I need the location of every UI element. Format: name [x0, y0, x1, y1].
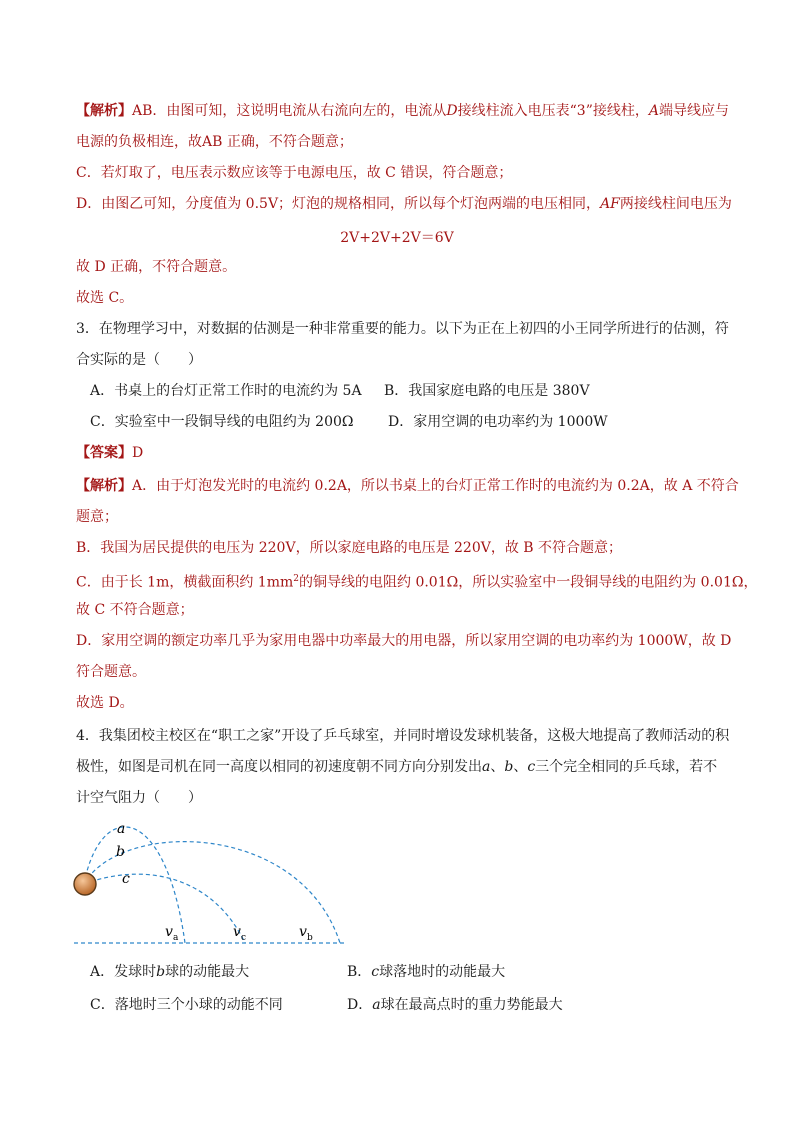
velocity-va: v	[165, 924, 173, 940]
q3-option-b: B．我国家庭电路的电压是 380V	[384, 383, 590, 399]
velocity-vb-sub: b	[307, 933, 313, 943]
label-c: c	[122, 871, 130, 887]
q4-stem-2: 极性，如图是司机在同一高度以相同的初速度朝不同方向分别发出a、b、c三个完全相同的乒乓球，若不	[76, 759, 718, 775]
q3-analysis-6: D．家用空调的额定功率几乎为家用电器中功率最大的用电器，所以家用空调的电功率约为 1000W，故 D	[76, 633, 732, 649]
analysis-line-6: 故选 C。	[76, 290, 134, 306]
q4-option-d: D．a球在最高点时的重力势能最大	[347, 997, 563, 1013]
q3-option-a: A．书桌上的台灯正常工作时的电流约为 5A	[90, 383, 362, 399]
analysis-line-4: D．由图乙可知，分度值为 0.5V；灯泡的规格相同，所以每个灯泡两端的电压相同，AF两接线柱间电压为	[76, 196, 732, 212]
q3-analysis-2: 题意；	[76, 509, 118, 525]
velocity-vc-sub: c	[241, 933, 247, 943]
q3-analysis-5: 故 C 不符合题意；	[76, 602, 194, 618]
label-a: a	[117, 821, 126, 837]
velocity-vc: v	[233, 924, 241, 940]
q4-stem-1: 4．我集团校主校区在“职工之家”开设了乒乓球室，并同时增设发球机装备，这极大地提高了教师活动的积	[76, 728, 730, 744]
analysis-line-1: 【解析】AB．由图可知，这说明电流从右流向左的，电流从D接线柱流入电压表“3”接线柱，A端导线应与	[76, 103, 729, 119]
analysis-line-3: C．若灯取了，电压表示数应该等于电源电压，故 C 错误，符合题意；	[76, 165, 513, 181]
q3-analysis-1: 【解析】A．由于灯泡发光时的电流约 0.2A，所以书桌上的台灯正常工作时的电流约为 0.2A，故 A 不符合	[76, 478, 739, 494]
q3-stem-1: 3．在物理学习中，对数据的估测是一种非常重要的能力。以下为正在上初四的小王同学所进行的估测，符	[76, 321, 729, 337]
velocity-vb: v	[299, 924, 307, 940]
q3-stem-2: 合实际的是（ ）	[76, 352, 202, 368]
q3-analysis-8: 故选 D。	[76, 695, 134, 711]
q3-analysis-7: 符合题意。	[76, 664, 146, 680]
label-b: b	[116, 844, 125, 860]
q3-option-c: C．实验室中一段铜导线的电阻约为 200Ω	[90, 414, 354, 430]
formula: 2V+2V+2V＝6V	[340, 230, 454, 246]
analysis-line-5: 故 D 正确，不符合题意。	[76, 259, 237, 275]
q3-analysis-3: B．我国为居民提供的电压为 220V，所以家庭电路的电压是 220V，故 B 不符合题意；	[76, 540, 623, 556]
q4-option-a: A．发球时b球的动能最大	[90, 964, 250, 980]
q3-analysis-4: C．由于长 1m，横截面积约 $1mm^2$的铜导线的电阻约 0.01Ω，所以实验室中一段铜导线的电阻约为 0.01Ω，	[76, 574, 758, 591]
analysis-tag: 【解析】	[76, 103, 132, 119]
analysis-line-2: 电源的负极相连，故AB 正确，不符合题意；	[76, 134, 353, 150]
q3-answer: 【答案】D	[76, 445, 144, 461]
velocity-va-sub: a	[173, 933, 179, 943]
q4-option-c: C．落地时三个小球的动能不同	[90, 997, 283, 1013]
q3-option-d: D．家用空调的电功率约为 1000W	[388, 414, 608, 430]
ping-pong-ball	[74, 873, 96, 895]
q4-stem-3: 计空气阻力（ ）	[76, 790, 202, 806]
q4-option-b: B．c球落地时的动能最大	[347, 964, 506, 980]
